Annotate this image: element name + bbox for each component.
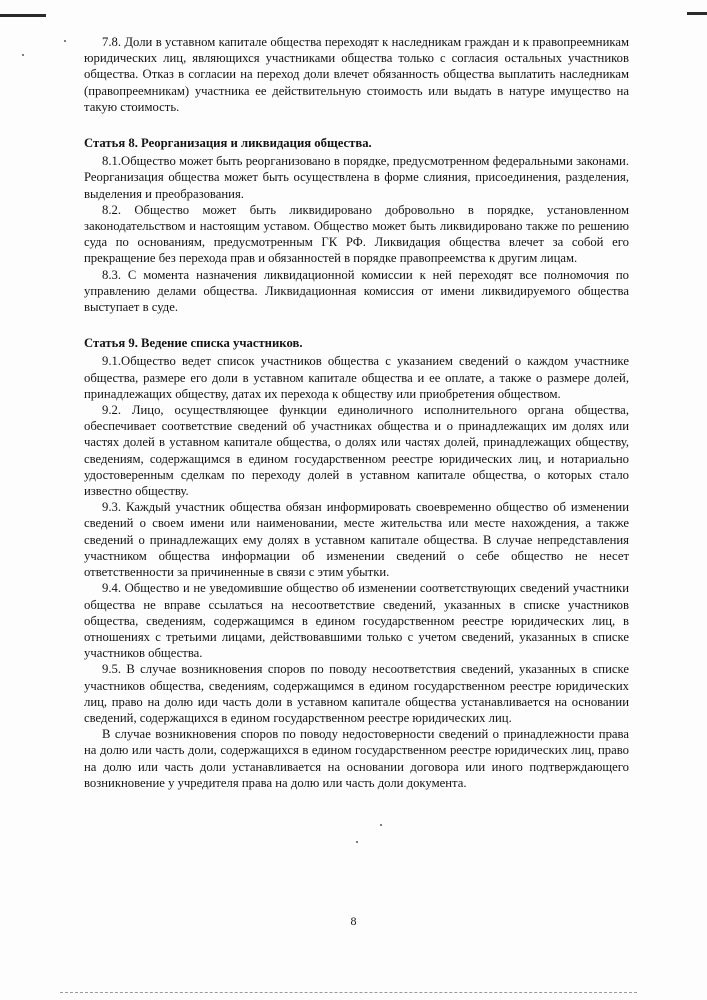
body-paragraph: 8.2. Общество может быть ликвидировано добровольно в порядке, установленном законодательством и настоящим уставом. Общество может быть ликвидировано также по решению суда по основаниям, предусмотренным ГК РФ. Ликвидация общества влечет за собой его прекращение без перехода прав и обязанностей в порядке правопреемства к другим лицам. — [84, 202, 629, 266]
body-paragraph: 9.1.Общество ведет список участников общества с указанием сведений о каждом участнике общества, размере его доли в уставном капитале общества и ее оплате, а также о размере долей, принадлежащих обществу, датах их перехода к обществу или приобретения обществом. — [84, 354, 629, 401]
scan-bottom-edge — [60, 992, 637, 993]
scan-speck — [380, 824, 382, 826]
body-paragraph: 8.3. С момента назначения ликвидационной комиссии к ней переходят все полномочия по управлению делами общества. Ликвидационная комиссия от имени ликвидируемого общества выступает в суде. — [84, 267, 629, 315]
body-paragraph: 9.3. Каждый участник общества обязан информировать своевременно общество об изменении сведений о своем имени или наименовании, месте жительства или месте нахождения, а также сведений о принадлежащих ему долях в уставном капитале общества. В случае непредставления участником общества информации об изменении сведений о себе общество не несет ответственности за причиненные в связи с этим убытки. — [84, 500, 629, 580]
scan-speck — [356, 841, 358, 843]
body-paragraph: 7.8. Доли в уставном капитале общества переходят к наследникам граждан и к правопреемникам юридических лиц, являющихся участниками общества только с согласия остальных участников общества. Отказ в согласии на переход доли влечет обязанность общества выплатить наследникам (правопреемникам) участника ее действительную стоимость или выдать в натуре имущество на такую стоимость. — [84, 35, 629, 114]
scan-speck — [22, 54, 24, 56]
article-heading: Статья 9. Ведение списка участников. — [84, 336, 303, 351]
body-paragraph: 8.1.Общество может быть реорганизовано в порядке, предусмотренном федеральными законами. Реорганизация общества может быть осуществлена в форме слияния, присоединения, разделения, выделения и преобразования. — [84, 154, 629, 201]
body-paragraph: 9.2. Лицо, осуществляющее функции единоличного исполнительного органа общества, обеспечивает соответствие сведений об участниках общества и о принадлежащих им долях или частях долей в уставном капитале общества, о долях или частях долей, принадлежащих обществу, сведениям, содержащимся в едином государственном реестре юридических лиц, и нотариально удостоверенным сделкам по переходу долей в уставном капитале общества, о которых стало известно обществу. — [84, 403, 629, 499]
body-paragraph: 9.5. В случае возникновения споров по поводу несоответствия сведений, указанных в списке участников общества, сведениям, содержащимся в едином государственном реестре юридических лиц, право на долю иди часть доли в уставном капитале общества устанавливается на основании сведений, содержащихся в едином государственном реестре юридических лиц. — [84, 662, 629, 725]
document-page — [84, 34, 629, 791]
body-paragraph: 9.4. Общество и не уведомившие общество об изменении соответствующих сведений участники общества не вправе ссылаться на несоответствие сведений, указанных в списке участников общества, сведениям, содержащимся в едином государственном реестре юридических лиц, в отношениях с третьими лицами, действовавшими только с учетом сведений, указанных в списке участников общества. — [84, 581, 629, 661]
page-number: 8 — [350, 914, 357, 928]
scan-edge-mark — [687, 12, 707, 15]
body-paragraph: В случае возникновения споров по поводу недостоверности сведений о принадлежности права на долю или часть доли, содержащихся в едином государственном реестре юридических лиц, право на долю или часть доли устанавливается на основании договора или иного подтверждающего возникновение у учредителя права на долю или часть доли документа. — [84, 727, 629, 790]
scan-edge-mark — [0, 14, 46, 17]
scan-speck — [64, 40, 66, 42]
article-heading: Статья 8. Реорганизация и ликвидация общества. — [84, 136, 372, 151]
